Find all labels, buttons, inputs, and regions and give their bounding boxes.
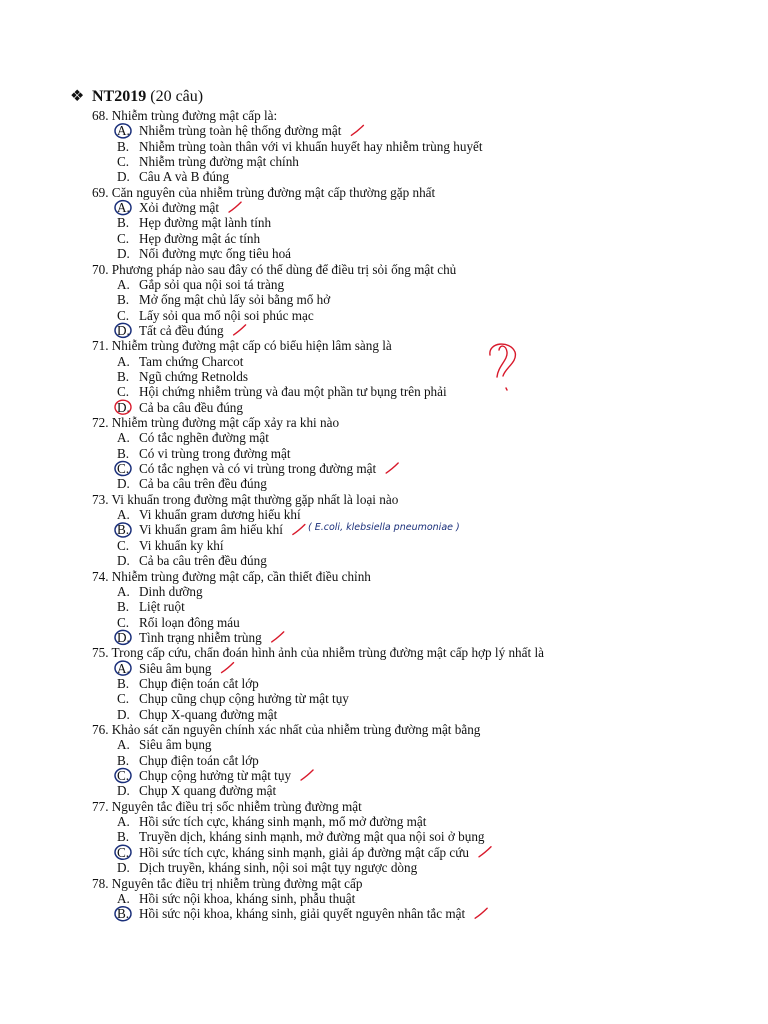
option-letter: B.	[117, 675, 130, 691]
red-check-mark	[234, 325, 246, 335]
option-letter: B.	[117, 138, 130, 154]
option-text: Hội chứng nhiễm trùng và đau một phần tư bụng trên phải	[139, 384, 447, 400]
answer-circle-mark	[115, 523, 131, 537]
option-text: Hồi sức tích cực, kháng sinh mạnh, mổ mở đường mật	[139, 814, 427, 830]
option-text: Vi khuẩn gram âm hiếu khí	[139, 522, 283, 538]
option-text: Nối đường mực ống tiêu hoá	[139, 246, 292, 262]
option-letter: D.	[117, 706, 130, 722]
answer-circle-mark	[115, 462, 131, 476]
option-text: Chụp X quang đường mật	[139, 783, 277, 799]
red-check-mark	[301, 770, 313, 780]
option-letter: D.	[117, 169, 130, 185]
question-stem: 69. Căn nguyên của nhiễm trùng đường mật cấp thường gặp nhất	[92, 184, 436, 200]
option-text: Tất cả đều đúng	[139, 322, 224, 338]
option-letter: A.	[117, 200, 130, 216]
option-letter: C.	[117, 154, 130, 170]
option-letter: C.	[117, 384, 130, 400]
question-stem: 76. Khảo sát căn nguyên chính xác nhất của nhiễm trùng đường mật bằng	[92, 722, 481, 737]
question-stem: 70. Phương pháp nào sau đây có thể dùng để điều trị sỏi ống mật chủ	[92, 261, 457, 277]
option-letter: D.	[117, 399, 130, 415]
option-letter: A.	[117, 430, 130, 446]
option-text: Cả ba câu trên đều đúng	[139, 476, 267, 492]
option-letter: D.	[117, 860, 130, 876]
option-letter: B.	[117, 368, 130, 384]
section-title: NT2019	[92, 88, 147, 105]
option-text: Nhiễm trùng toàn thân với vi khuẩn huyết hay nhiễm trùng huyết	[139, 138, 483, 154]
option-text: Dịch truyền, kháng sinh, nội soi mật tụy ngược dòng	[139, 860, 418, 876]
option-text: Chụp điện toán cắt lớp	[139, 675, 259, 691]
option-text: Hẹp đường mật ác tính	[139, 230, 261, 246]
question-count: (20 câu)	[150, 88, 204, 105]
option-letter: A.	[117, 737, 130, 753]
answer-circle-mark	[115, 124, 131, 138]
option-text: Mở ống mật chủ lấy sỏi bằng mổ hở	[139, 292, 331, 308]
question-stem: 74. Nhiễm trùng đường mật cấp, cần thiết điều chỉnh	[92, 568, 371, 584]
answer-circle-mark	[115, 323, 131, 337]
red-check-mark	[386, 463, 398, 473]
option-text: Siêu âm bụng	[139, 660, 212, 676]
option-text: Ngũ chứng Retnolds	[139, 368, 248, 384]
option-letter: B.	[117, 445, 130, 461]
option-text: Tình trạng nhiễm trùng	[139, 629, 262, 645]
answer-circle-mark	[115, 845, 131, 859]
option-text: Gắp sỏi qua nội soi tá tràng	[139, 276, 285, 292]
option-letter: C.	[117, 537, 130, 553]
option-letter: A.	[117, 660, 130, 676]
option-text: Chụp điện toán cắt lớp	[139, 752, 259, 768]
question-stem: 71. Nhiễm trùng đường mật cấp có biểu hiện lâm sàng là	[92, 338, 392, 354]
option-text: Có vi trùng trong đường mật	[139, 445, 291, 461]
option-text: Truyền dịch, kháng sinh mạnh, mở đường mật qua nội soi ở bụng	[139, 829, 485, 845]
red-check-mark	[479, 847, 491, 857]
option-letter: A.	[117, 814, 130, 830]
option-letter: C.	[117, 307, 130, 323]
option-text: Vi khuẩn gram dương hiếu khí	[139, 507, 301, 523]
option-letter: B.	[117, 215, 130, 231]
answer-circle-mark	[115, 201, 131, 215]
option-text: Hẹp đường mật lành tính	[139, 215, 272, 231]
option-text: Chụp cũng chụp cộng hưởng từ mật tụy	[139, 691, 349, 707]
option-letter: A.	[117, 583, 130, 599]
red-check-mark	[351, 125, 363, 135]
option-letter: C.	[117, 230, 130, 246]
option-letter: C.	[117, 691, 130, 707]
question-stem: 77. Nguyên tắc điều trị sốc nhiễm trùng đường mật	[92, 798, 362, 814]
option-text: Chụp cộng hưởng từ mật tụy	[139, 768, 292, 784]
option-letter: B.	[117, 599, 130, 615]
option-letter: B.	[117, 906, 130, 922]
answer-circle-mark	[115, 630, 131, 644]
question-stem: 72. Nhiễm trùng đường mật cấp xảy ra khi nào	[92, 415, 340, 430]
option-letter: C.	[117, 768, 130, 784]
option-letter: D.	[117, 322, 130, 338]
option-letter: A.	[117, 890, 130, 906]
option-text: Nhiễm trùng đường mật chính	[139, 154, 299, 170]
option-text: Vi khuẩn ky khí	[139, 537, 224, 553]
red-check-mark	[475, 908, 487, 918]
option-letter: D.	[117, 553, 130, 569]
option-text: Xỏi đường mật	[139, 200, 220, 216]
answer-circle-mark	[115, 769, 131, 783]
question-doodle-mark	[490, 344, 516, 390]
option-letter: A.	[117, 276, 130, 292]
question-stem: 75. Trong cấp cứu, chẩn đoán hình ảnh của nhiễm trùng đường mật cấp hợp lý nhất là	[92, 645, 544, 661]
option-letter: A.	[117, 507, 130, 523]
answer-circle-mark	[115, 661, 131, 675]
red-check-mark	[293, 524, 305, 534]
option-text: Hồi sức nội khoa, kháng sinh, phẫu thuật	[139, 890, 356, 906]
option-letter: D.	[117, 476, 130, 492]
option-letter: D.	[117, 246, 130, 262]
option-text: Cả ba câu trên đều đúng	[139, 553, 267, 569]
option-letter: B.	[117, 829, 130, 845]
option-letter: C.	[117, 614, 130, 630]
option-text: Nhiễm trùng toàn hệ thống đường mật	[139, 123, 342, 139]
option-text: Có tắc nghẹn và có vi trùng trong đường mật	[139, 461, 377, 477]
option-text: Cả ba câu đều đúng	[139, 399, 243, 415]
option-letter: C.	[117, 461, 130, 477]
option-text: Liệt ruột	[139, 599, 185, 615]
option-letter: A.	[117, 353, 130, 369]
option-letter: B.	[117, 752, 130, 768]
diamond-bullet-icon: ❖	[70, 88, 85, 105]
option-letter: C.	[117, 844, 130, 860]
option-text: Dinh dưỡng	[139, 583, 203, 599]
red-check-mark	[229, 202, 241, 212]
option-text: Tam chứng Charcot	[139, 353, 244, 369]
option-text: Chụp X-quang đường mật	[139, 706, 278, 722]
option-text: Có tắc nghẽn đường mật	[139, 430, 269, 446]
option-text: Câu A và B đúng	[139, 169, 230, 185]
option-text: Hồi sức nội khoa, kháng sinh, giải quyết nguyên nhân tắc mật	[139, 906, 466, 922]
red-check-mark	[272, 632, 284, 642]
option-text: Rối loạn đông máu	[139, 614, 240, 630]
question-stem: 68. Nhiễm trùng đường mật cấp là:	[92, 108, 278, 123]
option-letter: D.	[117, 629, 130, 645]
answer-circle-mark	[115, 907, 131, 921]
option-letter: A.	[117, 123, 130, 139]
option-text: Siêu âm bụng	[139, 737, 212, 753]
option-text: Hồi sức tích cực, kháng sinh mạnh, giải áp đường mật cấp cứu	[139, 844, 470, 860]
option-text: Lấy sỏi qua mổ nội soi phúc mạc	[139, 307, 314, 323]
answer-circle-mark	[115, 400, 131, 414]
question-stem: 78. Nguyên tắc điều trị nhiễm trùng đường mật cấp	[92, 875, 363, 891]
question-stem: 73. Vi khuẩn trong đường mật thường gặp nhất là loại nào	[92, 491, 399, 507]
option-letter: D.	[117, 783, 130, 799]
option-letter: B.	[117, 292, 130, 308]
handwritten-note: ( E.coli, klebsiella pneumoniae )	[308, 522, 460, 533]
option-letter: B.	[117, 522, 130, 538]
red-check-mark	[222, 663, 234, 673]
